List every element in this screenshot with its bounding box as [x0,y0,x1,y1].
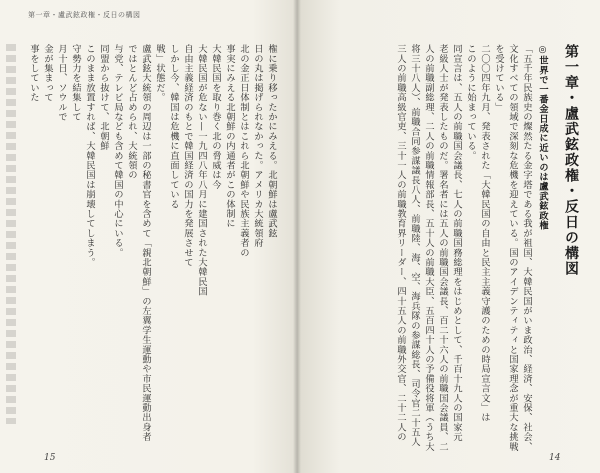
text-column: 日の丸は掲げられなかった。アメリカ大統領府 [252,44,263,248]
text-column: 同宣言は、五人の前職国会議長、七人の前職国務総理をはじめとして、千百十九人の国家元 [451,44,462,442]
section-heading: ◎世界で一番金日成に近いのは盧武鉉政権 [537,44,548,231]
page-number: 15 [44,453,56,463]
text-column: 月十日、ソウルで [56,44,67,122]
chapter-title: 第一章・盧武鉉政権・反日の構図 [563,44,579,277]
text-column: ではとんど占められ、大統領の [126,44,137,180]
text-column: 将三十八人）、前職合同参謀議長八人、前職陸、海、空、海兵隊の参謀総長、司令官二十五人 [409,44,420,447]
page-number: 14 [549,453,561,463]
right-page [297,0,600,473]
text-column: 北の金正日体制とはこれら北朝鮮や民族主義者の [238,44,249,258]
text-column: 三人の前職高級官吏、三十一人の前職教育界リーダー、四十五人の前職外交官、二十二人の [395,44,406,442]
text-column: 与党、テレビ局なども含めて韓国の中心にいる。 [112,44,123,258]
text-column: 大韓民国が危ない—一九四八年八月に建国された大韓民国 [196,44,207,297]
text-column: 人の前職副総理、二人の前職情報部長、五十人の前職大臣、五百四十人の予備役将軍（うち大 [423,44,434,452]
text-column: 同盟から抜けて、北朝鮮 [98,44,109,151]
text-column: 事実にみえる北朝鮮の内通者がこの体制に [224,44,235,229]
text-column: 大韓民国を取り巻く北の脅威は今 [210,44,221,190]
text-column: 二〇〇四年九月、発表された「大韓民国の自由と民主主義守護のための時局宣言文」は [479,44,490,423]
running-header: 第一章・盧武鉉政権・反日の構図 [28,11,141,19]
text-column: このように始まっている。 [465,44,476,161]
text-column: このまま放置すれば、大韓民国は崩壊してしまう。 [84,44,95,268]
text-column: を受けている」 [493,44,504,112]
text-column: 「五千年民族史の燦然たる金字塔である我が祖国、大韓民国がいま政治、経済、安保、社会、 [521,44,532,452]
text-column: 盧武鉉大統領の周辺は一部の秘書官を含めて「親北朝鮮」の左翼学生運動や市民運動出身者 [140,44,151,442]
book-gutter [293,0,301,473]
text-column: 事をしていた [28,44,39,103]
text-column: 文化すべての領域で深刻な危機を迎えている。国のアイデンティティと国家理念が重大な挑戦 [507,44,518,452]
text-column: 戦」状態だ。 [154,44,165,103]
text-column: 権に乗り移ったかにみえる。北朝鮮は盧武鉉 [266,44,277,238]
text-column: 金が集まって [42,44,53,103]
text-column: 老級人士が発表したものだ。署名者には五人の前職国会議長、百二十六人の前職国会議員、二 [437,44,448,452]
left-page [0,0,297,473]
text-column: 守勢力を結集して [70,44,81,122]
show-through-text [0,44,18,434]
text-column: 自由主義経済のもとで韓国経済の国力を発展させて [182,44,193,268]
text-column: しかし今、韓国は危機に直面している [168,44,179,209]
